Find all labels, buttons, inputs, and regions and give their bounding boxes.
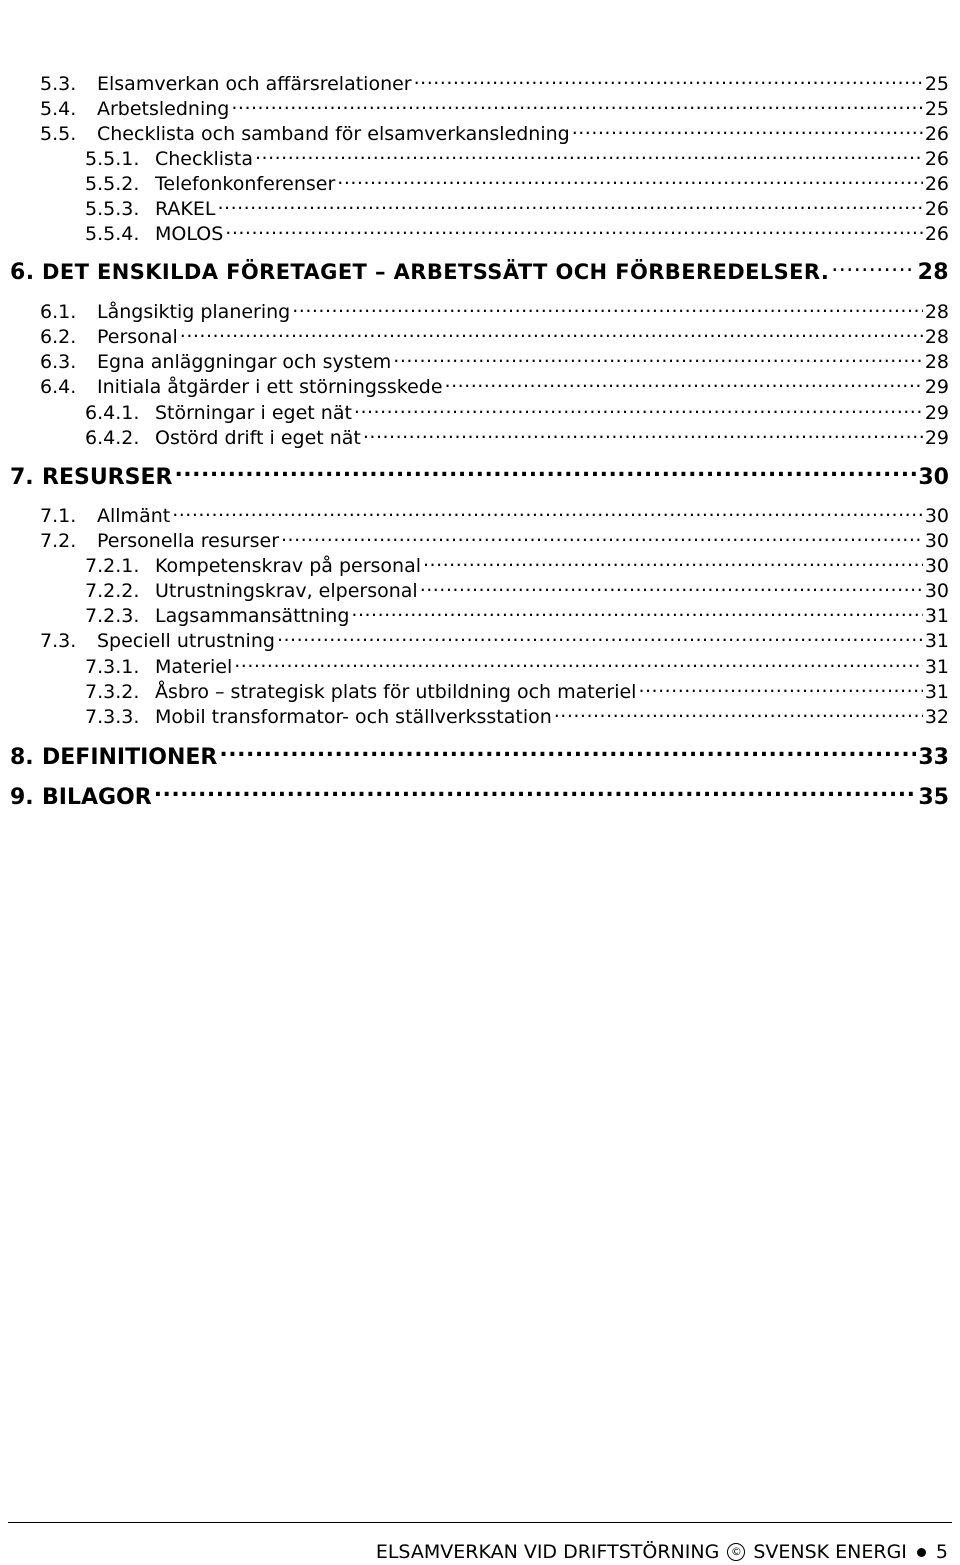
toc-page: 28 — [924, 301, 949, 323]
toc-entry[interactable] — [85, 553, 949, 577]
toc-entry[interactable] — [85, 654, 949, 678]
toc-entry[interactable] — [85, 171, 949, 195]
toc-title: Elsamverkan och affärsrelationer — [97, 73, 412, 95]
toc-page: 30 — [924, 530, 949, 552]
toc-entry[interactable] — [40, 96, 949, 120]
toc-leader — [414, 71, 923, 90]
toc-entry[interactable] — [40, 628, 949, 652]
toc-number: 9. — [10, 785, 34, 810]
toc-title: Materiel — [155, 656, 233, 678]
bullet-icon — [917, 1548, 926, 1557]
toc-title: Långsiktig planering — [97, 301, 291, 323]
toc-number: 6.4. — [40, 376, 77, 398]
toc-leader — [217, 196, 922, 215]
toc-title: Telefonkonferenser — [155, 173, 336, 195]
toc-entry[interactable] — [40, 528, 949, 552]
toc-entry[interactable] — [40, 374, 949, 398]
footer-document-title: ELSAMVERKAN VID DRIFTSTÖRNING — [375, 1541, 720, 1563]
toc-entry[interactable] — [85, 578, 949, 602]
toc-number: 5.5.2. — [85, 173, 140, 195]
toc-page: 29 — [924, 427, 949, 449]
toc-leader — [351, 603, 922, 622]
footer-rule — [8, 1522, 952, 1523]
toc-number: 7.2.1. — [85, 555, 140, 577]
toc-page: 32 — [924, 706, 949, 728]
toc-title: Checklista — [155, 148, 253, 170]
toc-page: 33 — [918, 745, 949, 770]
toc-page: 30 — [924, 580, 949, 602]
toc-title: Egna anläggningar och system — [97, 351, 392, 373]
toc-entry[interactable] — [85, 196, 949, 220]
toc-entry[interactable] — [40, 503, 949, 527]
toc-entry[interactable] — [40, 299, 949, 323]
toc-number: 8. — [10, 745, 34, 770]
toc-entry[interactable] — [40, 324, 949, 348]
toc-entry[interactable] — [40, 349, 949, 373]
toc-leader — [831, 257, 915, 279]
toc-number: 5.5.1. — [85, 148, 140, 170]
toc-number: 5.5. — [40, 123, 77, 145]
toc-title: MOLOS — [155, 223, 224, 245]
toc-number: 7.3.1. — [85, 656, 140, 678]
toc-title: DET ENSKILDA FÖRETAGET – ARBETSSÄTT OCH FÖRBEREDELSER. — [42, 260, 830, 284]
toc-leader — [225, 221, 923, 240]
toc-number: 6.4.1. — [85, 402, 140, 424]
toc-leader — [292, 299, 923, 318]
toc-number: 6.1. — [40, 301, 77, 323]
toc-number: 5.4. — [40, 98, 77, 120]
toc-entry[interactable] — [85, 603, 949, 627]
toc-page: 26 — [924, 223, 949, 245]
toc-page: 28 — [924, 351, 949, 373]
toc-chapter[interactable] — [10, 462, 949, 490]
toc-number: 7.2.2. — [85, 580, 140, 602]
toc-number: 7.1. — [40, 505, 77, 527]
toc-page: 30 — [924, 505, 949, 527]
toc-leader — [638, 679, 922, 698]
toc-title: Arbetsledning — [97, 98, 230, 120]
toc-title: Åsbro – strategisk plats för utbildning och materiel — [155, 681, 637, 703]
toc-title: Mobil transformator- och ställverksstation — [155, 706, 552, 728]
toc-page: 31 — [924, 681, 949, 703]
toc-page: 31 — [924, 630, 949, 652]
page-footer — [376, 1541, 948, 1563]
toc-number: 6.4.2. — [85, 427, 140, 449]
toc-page: 31 — [924, 605, 949, 627]
toc-title: BILAGOR — [42, 785, 152, 810]
toc-leader — [172, 503, 923, 522]
toc-title: Personella resurser — [97, 530, 280, 552]
toc-number: 7.3. — [40, 630, 77, 652]
toc-title: Allmänt — [97, 505, 171, 527]
toc-page: 26 — [924, 198, 949, 220]
toc-leader — [554, 704, 923, 723]
toc-entry[interactable] — [85, 679, 949, 703]
toc-title: Utrustningskrav, elpersonal — [155, 580, 418, 602]
toc-leader — [423, 553, 923, 572]
toc-title: Initiala åtgärder i ett störningsskede — [97, 376, 443, 398]
toc-number: 6.3. — [40, 351, 77, 373]
toc-leader — [234, 654, 923, 673]
toc-leader — [572, 121, 923, 140]
toc-leader — [255, 146, 923, 165]
toc-title: Ostörd drift i eget nät — [155, 427, 361, 449]
copyright-icon: © — [727, 1543, 745, 1561]
toc-leader — [363, 425, 923, 444]
toc-page: 31 — [924, 656, 949, 678]
toc-number: 7.2. — [40, 530, 77, 552]
toc-leader — [420, 578, 923, 597]
toc-leader — [281, 528, 923, 547]
toc-chapter[interactable] — [10, 782, 949, 810]
toc-title: Störningar i eget nät — [155, 402, 352, 424]
toc-number: 7.3.3. — [85, 706, 140, 728]
toc-entry[interactable] — [85, 704, 949, 728]
toc-page: 26 — [924, 173, 949, 195]
toc-number: 5.3. — [40, 73, 77, 95]
toc-number: 5.5.4. — [85, 223, 140, 245]
toc-page: 26 — [924, 123, 949, 145]
toc-title: DEFINITIONER — [42, 745, 218, 770]
toc-leader — [337, 171, 923, 190]
toc-title: Checklista och samband för elsamverkansledning — [97, 123, 570, 145]
toc-leader — [231, 96, 922, 115]
toc-leader — [219, 742, 916, 764]
toc-leader — [174, 462, 916, 484]
toc-page: 26 — [924, 148, 949, 170]
toc-page: 25 — [924, 98, 949, 120]
toc-page: 25 — [924, 73, 949, 95]
toc-entry[interactable] — [85, 400, 949, 424]
toc-entry[interactable] — [85, 425, 949, 449]
toc-entry[interactable] — [85, 221, 949, 245]
toc-leader — [180, 324, 923, 343]
toc-chapter[interactable] — [10, 257, 949, 285]
toc-title: Kompetenskrav på personal — [155, 555, 422, 577]
toc-number: 6.2. — [40, 326, 77, 348]
toc-page: 28 — [917, 260, 949, 285]
toc-number: 7. — [10, 465, 34, 490]
toc-number: 6. — [10, 260, 35, 285]
toc-title: Speciell utrustning — [97, 630, 275, 652]
toc-leader — [277, 628, 923, 647]
toc-leader — [393, 349, 923, 368]
toc-entry[interactable] — [40, 71, 949, 95]
toc-page: 28 — [924, 326, 949, 348]
toc-page: 30 — [918, 465, 949, 490]
toc-number: 5.5.3. — [85, 198, 140, 220]
toc-leader — [154, 782, 917, 804]
toc-entry[interactable] — [85, 146, 949, 170]
toc-leader — [354, 400, 923, 419]
toc-leader — [445, 374, 923, 393]
toc-page: 35 — [918, 785, 949, 810]
toc-page: 29 — [924, 376, 949, 398]
toc-title: Lagsammansättning — [155, 605, 350, 627]
toc-entry[interactable] — [40, 121, 949, 145]
footer-organization: SVENSK ENERGI — [753, 1541, 907, 1563]
toc-number: 7.3.2. — [85, 681, 140, 703]
toc-title: RAKEL — [155, 198, 216, 220]
toc-chapter[interactable] — [10, 742, 949, 770]
footer-page-number: 5 — [935, 1541, 948, 1563]
toc-title: Personal — [97, 326, 178, 348]
toc-page: 29 — [924, 402, 949, 424]
toc-page: 30 — [924, 555, 949, 577]
toc-number: 7.2.3. — [85, 605, 140, 627]
toc-title: RESURSER — [42, 465, 173, 490]
